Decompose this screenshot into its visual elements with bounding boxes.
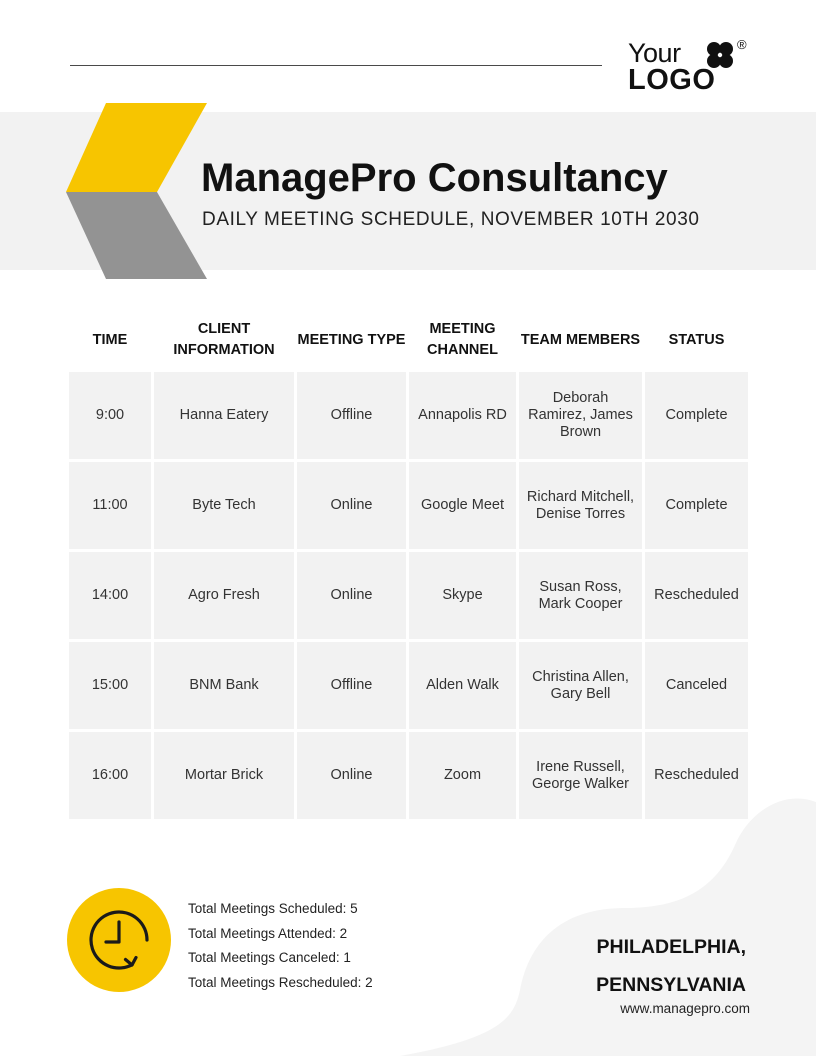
summary-attended: Total Meetings Attended: 2	[188, 925, 348, 941]
clock-icon	[84, 905, 154, 975]
logo-text-your: Your	[628, 38, 681, 68]
header-rule	[70, 65, 602, 66]
table-row	[69, 552, 748, 639]
column-header-client: CLIENT INFORMATION	[173, 321, 275, 358]
cell-channel: Annapolis RD	[409, 372, 516, 459]
meeting-schedule-table	[66, 308, 751, 822]
cell-client: Agro Fresh	[154, 552, 294, 639]
cell-time: 16:00	[69, 732, 151, 819]
cell-status: Canceled	[645, 642, 748, 729]
table-header-row	[69, 311, 748, 369]
column-header-status: STATUS	[668, 331, 725, 348]
clock-badge	[67, 888, 171, 992]
cell-channel: Google Meet	[409, 462, 516, 549]
cell-type: Online	[297, 462, 406, 549]
summary-rescheduled: Total Meetings Rescheduled: 2	[188, 974, 373, 990]
cell-team: Deborah Ramirez, James Brown	[519, 372, 642, 459]
meeting-summary	[188, 897, 373, 995]
page-subtitle: DAILY MEETING SCHEDULE, NOVEMBER 10TH 2030	[202, 209, 700, 230]
summary-scheduled: Total Meetings Scheduled: 5	[188, 901, 358, 916]
decorative-blob	[380, 790, 816, 1056]
cell-team: Susan Ross, Mark Cooper	[519, 552, 642, 639]
cell-status: Complete	[645, 462, 748, 549]
cell-channel: Skype	[409, 552, 516, 639]
cell-status: Complete	[645, 372, 748, 459]
cell-client: Hanna Eatery	[154, 372, 294, 459]
registered-mark: ®	[737, 37, 747, 52]
cell-team: Christina Allen, Gary Bell	[519, 642, 642, 729]
cell-client: Byte Tech	[154, 462, 294, 549]
location	[596, 928, 746, 1004]
chevron-graphic	[0, 100, 220, 285]
cell-status: Rescheduled	[645, 552, 748, 639]
page-title: ManagePro Consultancy	[201, 156, 668, 200]
logo-text-logo: LOGO	[628, 64, 716, 96]
cell-type: Online	[297, 732, 406, 819]
table-row	[69, 372, 748, 459]
cell-channel: Alden Walk	[409, 642, 516, 729]
table-row	[69, 642, 748, 729]
table-row	[69, 462, 748, 549]
cell-time: 9:00	[69, 372, 151, 459]
column-header-channel: MEETING CHANNEL	[427, 321, 498, 358]
column-header-type: MEETING TYPE	[297, 331, 406, 348]
cell-type: Offline	[297, 642, 406, 729]
column-header-time: TIME	[92, 331, 128, 348]
cell-client: Mortar Brick	[154, 732, 294, 819]
cell-team: Richard Mitchell, Denise Torres	[519, 462, 642, 549]
website-link[interactable]: www.managepro.com	[620, 1001, 750, 1016]
cell-channel: Zoom	[409, 732, 516, 819]
cell-time: 14:00	[69, 552, 151, 639]
column-header-team: TEAM MEMBERS	[520, 331, 641, 348]
summary-canceled: Total Meetings Canceled: 1	[188, 950, 351, 965]
company-logo	[628, 37, 758, 96]
cell-type: Offline	[297, 372, 406, 459]
cell-time: 11:00	[69, 462, 151, 549]
cell-type: Online	[297, 552, 406, 639]
cell-client: BNM Bank	[154, 642, 294, 729]
location-city: PHILADELPHIA,	[596, 936, 746, 958]
cell-team: Irene Russell, George Walker	[519, 732, 642, 819]
cell-status: Rescheduled	[645, 732, 748, 819]
location-state: PENNSYLVANIA	[596, 974, 746, 996]
cell-time: 15:00	[69, 642, 151, 729]
